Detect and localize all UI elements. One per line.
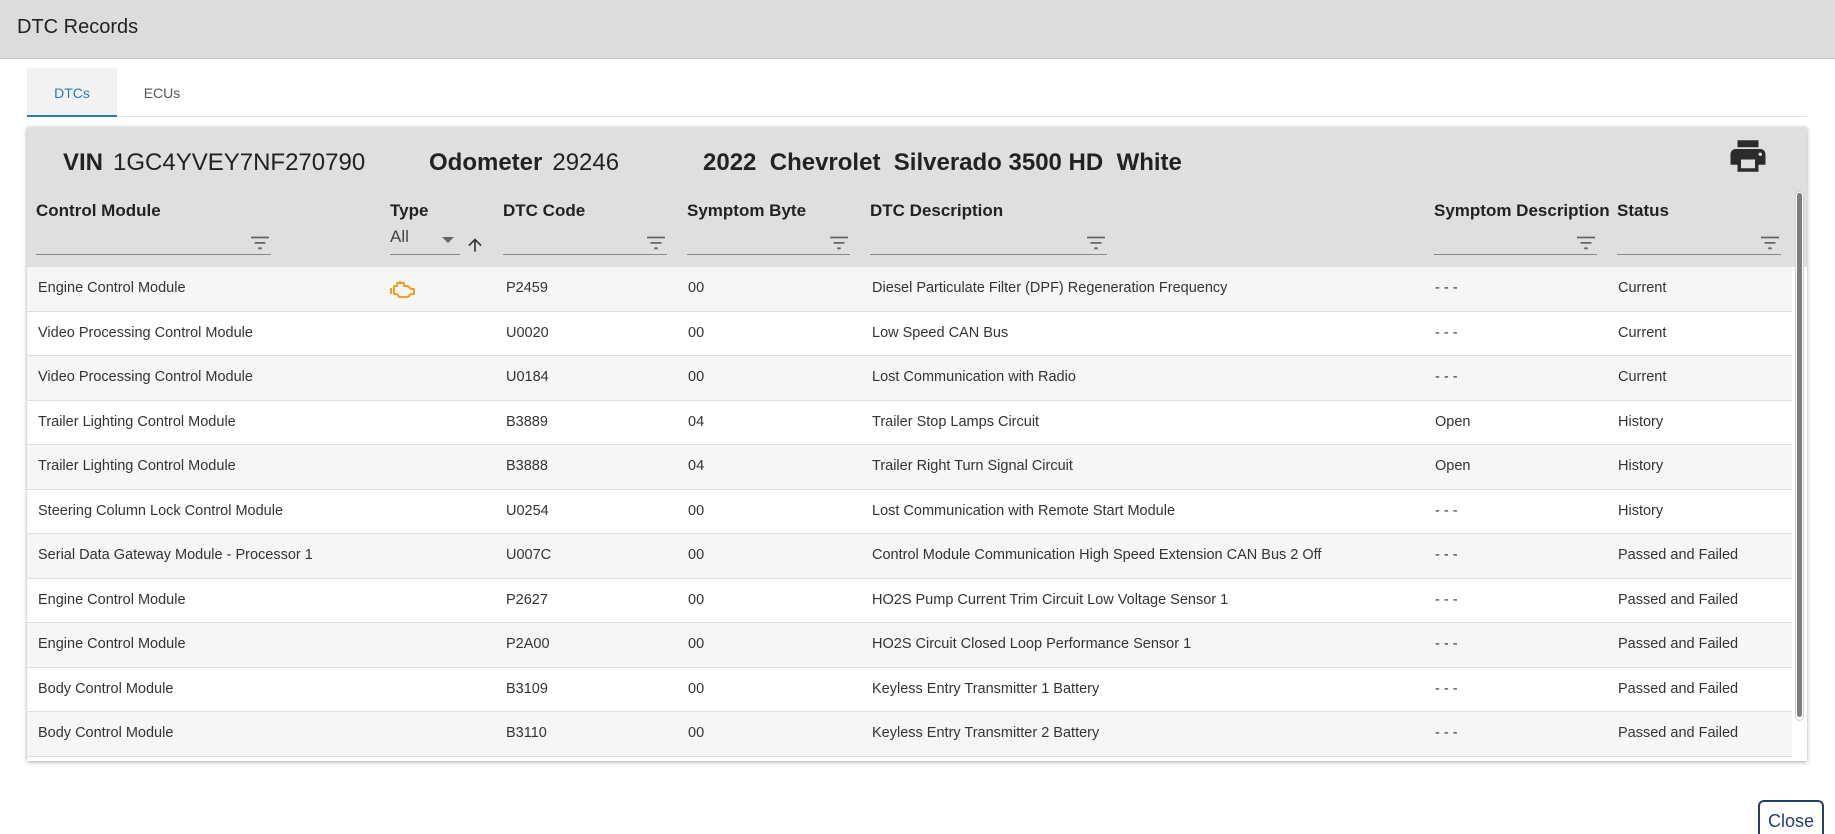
- cell-dtc-code: U0020: [506, 324, 549, 341]
- tab-dtcs-label: DTCs: [54, 85, 90, 101]
- cell-dtc-code: U0254: [506, 502, 549, 519]
- odometer-display: [429, 149, 619, 177]
- cell-dtc-description: Control Module Communication High Speed Extension CAN Bus 2 Off: [872, 547, 1322, 563]
- table-row[interactable]: [27, 267, 1792, 312]
- odometer-label: Odometer: [429, 149, 543, 176]
- table-row[interactable]: [27, 490, 1792, 535]
- col-type-label: Type: [390, 201, 429, 220]
- col-dtc-description-label: DTC Description: [870, 201, 1004, 220]
- col-status-label: Status: [1617, 201, 1669, 220]
- window-titlebar: [0, 0, 1835, 59]
- cell-control-module: Trailer Lighting Control Module: [38, 413, 236, 430]
- cell-symptom-byte: 00: [688, 636, 705, 652]
- col-status: [1617, 201, 1669, 221]
- cell-status: Current: [1618, 369, 1667, 385]
- cell-status: Passed and Failed: [1618, 725, 1739, 741]
- dtc-code-filter-input[interactable]: [503, 231, 667, 255]
- cell-dtc-code: U007C: [506, 547, 552, 563]
- cell-symptom-description: - - -: [1435, 680, 1458, 697]
- cell-symptom-description: Open: [1435, 413, 1471, 430]
- cell-dtc-description: Trailer Stop Lamps Circuit: [872, 413, 1040, 430]
- col-dtc-description: [870, 201, 1003, 221]
- tab-bar: [27, 68, 1807, 117]
- control-module-filter-input[interactable]: [36, 231, 271, 255]
- cell-dtc-description: HO2S Pump Current Trim Circuit Low Voltage Sensor 1: [872, 591, 1229, 608]
- cell-status: History: [1618, 458, 1664, 474]
- col-symptom-description-label: Symptom Description: [1434, 201, 1610, 220]
- cell-symptom-description: - - -: [1435, 725, 1458, 741]
- table-row[interactable]: [27, 445, 1792, 490]
- scrollbar-thumb[interactable]: [1797, 193, 1802, 717]
- type-select-value: All: [390, 227, 409, 246]
- print-icon[interactable]: [1727, 135, 1769, 177]
- cell-symptom-byte: 00: [688, 280, 705, 296]
- table-row[interactable]: [27, 356, 1792, 401]
- vehicle-model: Silverado 3500 HD: [893, 149, 1104, 176]
- cell-dtc-description: Diesel Particulate Filter (DPF) Regeneration Frequency: [872, 280, 1228, 296]
- table-row[interactable]: [27, 712, 1792, 757]
- cell-status: Passed and Failed: [1618, 636, 1739, 652]
- cell-dtc-code: P2A00: [506, 636, 550, 652]
- table-row[interactable]: [27, 623, 1792, 668]
- symptom-description-filter-input[interactable]: [1434, 231, 1597, 255]
- filter-icon[interactable]: [828, 233, 850, 251]
- engine-icon: [390, 279, 416, 303]
- cell-status: Passed and Failed: [1618, 547, 1739, 563]
- window-title: DTC Records: [17, 16, 139, 38]
- filter-icon[interactable]: [249, 233, 271, 251]
- cell-dtc-code: B3888: [506, 458, 548, 474]
- cell-status: Current: [1618, 324, 1667, 341]
- cell-dtc-description: Lost Communication with Remote Start Module: [872, 502, 1176, 519]
- cell-status: History: [1618, 502, 1664, 519]
- cell-dtc-code: P2627: [506, 591, 548, 608]
- type-select[interactable]: [390, 227, 460, 255]
- table-row[interactable]: [27, 534, 1792, 579]
- cell-control-module: Video Processing Control Module: [38, 369, 253, 385]
- vehicle-color: White: [1116, 149, 1182, 176]
- dtc-table-card: [27, 127, 1807, 761]
- cell-dtc-description: Keyless Entry Transmitter 1 Battery: [872, 680, 1100, 697]
- vertical-scrollbar[interactable]: [1795, 191, 1804, 721]
- cell-symptom-byte: 00: [688, 369, 705, 385]
- cell-symptom-byte: 04: [688, 458, 705, 474]
- tab-ecus[interactable]: [117, 68, 207, 117]
- col-type: [390, 201, 429, 246]
- cell-control-module: Body Control Module: [38, 680, 174, 697]
- cell-symptom-description: - - -: [1435, 591, 1458, 608]
- odometer-value: 29246: [552, 149, 620, 176]
- cell-symptom-byte: 00: [688, 547, 705, 563]
- col-dtc-code: [503, 201, 585, 221]
- dtc-table-body: [27, 267, 1792, 757]
- col-symptom-byte: [687, 201, 806, 221]
- table-row[interactable]: [27, 668, 1792, 713]
- table-header-area: [27, 127, 1807, 267]
- cell-dtc-description: Lost Communication with Radio: [872, 369, 1076, 385]
- cell-dtc-code: B3109: [506, 680, 548, 697]
- cell-symptom-byte: 00: [688, 680, 705, 697]
- cell-status: Passed and Failed: [1618, 680, 1739, 697]
- cell-control-module: Body Control Module: [38, 725, 174, 741]
- vin-value: 1GC4YVEY7NF270790: [113, 149, 366, 176]
- cell-control-module: Serial Data Gateway Module - Processor 1: [38, 547, 313, 563]
- cell-symptom-byte: 00: [688, 725, 705, 741]
- tab-dtcs[interactable]: [27, 68, 117, 117]
- vehicle-year: 2022: [703, 149, 757, 176]
- cell-symptom-description: - - -: [1435, 547, 1458, 563]
- cell-control-module: Engine Control Module: [38, 591, 186, 608]
- filter-icon[interactable]: [1085, 233, 1107, 251]
- tab-ecus-label: ECUs: [143, 85, 181, 101]
- cell-status: Passed and Failed: [1618, 591, 1739, 608]
- cell-symptom-byte: 00: [688, 591, 705, 608]
- cell-dtc-description: Low Speed CAN Bus: [872, 324, 1009, 341]
- col-control-module: [36, 201, 161, 221]
- cell-symptom-description: - - -: [1435, 324, 1458, 341]
- cell-symptom-byte: 04: [688, 413, 705, 430]
- cell-dtc-code: B3110: [506, 725, 547, 741]
- cell-symptom-byte: 00: [688, 502, 705, 519]
- cell-status: History: [1618, 413, 1664, 430]
- cell-symptom-description: Open: [1435, 458, 1471, 474]
- close-button[interactable]: Close: [1758, 800, 1824, 834]
- cell-symptom-description: - - -: [1435, 280, 1458, 296]
- col-symptom-byte-label: Symptom Byte: [687, 201, 807, 220]
- sort-ascending-icon[interactable]: [465, 235, 485, 255]
- status-filter-input[interactable]: [1617, 231, 1781, 255]
- filter-icon[interactable]: [1759, 233, 1781, 251]
- cell-symptom-description: - - -: [1435, 636, 1458, 652]
- cell-dtc-code: P2459: [506, 280, 548, 296]
- vin-label: VIN: [63, 149, 104, 176]
- cell-dtc-code: U0184: [506, 369, 549, 385]
- table-row[interactable]: [27, 401, 1792, 446]
- filter-icon[interactable]: [645, 233, 667, 251]
- symptom-byte-filter-input[interactable]: [687, 231, 850, 255]
- cell-control-module: Engine Control Module: [38, 636, 186, 652]
- cell-control-module: Engine Control Module: [38, 280, 186, 296]
- col-control-module-label: Control Module: [36, 201, 161, 220]
- table-row[interactable]: [27, 312, 1792, 357]
- cell-control-module: Video Processing Control Module: [38, 324, 253, 341]
- cell-control-module: Steering Column Lock Control Module: [38, 502, 284, 519]
- cell-dtc-description: HO2S Circuit Closed Loop Performance Sensor 1: [872, 636, 1192, 652]
- table-row[interactable]: [27, 579, 1792, 624]
- col-symptom-description: [1434, 201, 1610, 221]
- chevron-down-icon: [442, 237, 454, 243]
- cell-symptom-byte: 00: [688, 324, 705, 341]
- filter-icon[interactable]: [1575, 233, 1597, 251]
- col-dtc-code-label: DTC Code: [503, 201, 586, 220]
- cell-dtc-code: B3889: [506, 413, 548, 430]
- cell-status: Current: [1618, 280, 1667, 296]
- cell-dtc-description: Trailer Right Turn Signal Circuit: [872, 458, 1073, 474]
- dtc-description-filter-input[interactable]: [870, 231, 1107, 255]
- vehicle-description: [703, 149, 1182, 177]
- vehicle-make: Chevrolet: [769, 149, 881, 176]
- cell-dtc-description: Keyless Entry Transmitter 2 Battery: [872, 725, 1100, 741]
- cell-symptom-description: - - -: [1435, 502, 1458, 519]
- cell-control-module: Trailer Lighting Control Module: [38, 458, 236, 474]
- cell-symptom-description: - - -: [1435, 369, 1458, 385]
- vin-display: [63, 149, 365, 177]
